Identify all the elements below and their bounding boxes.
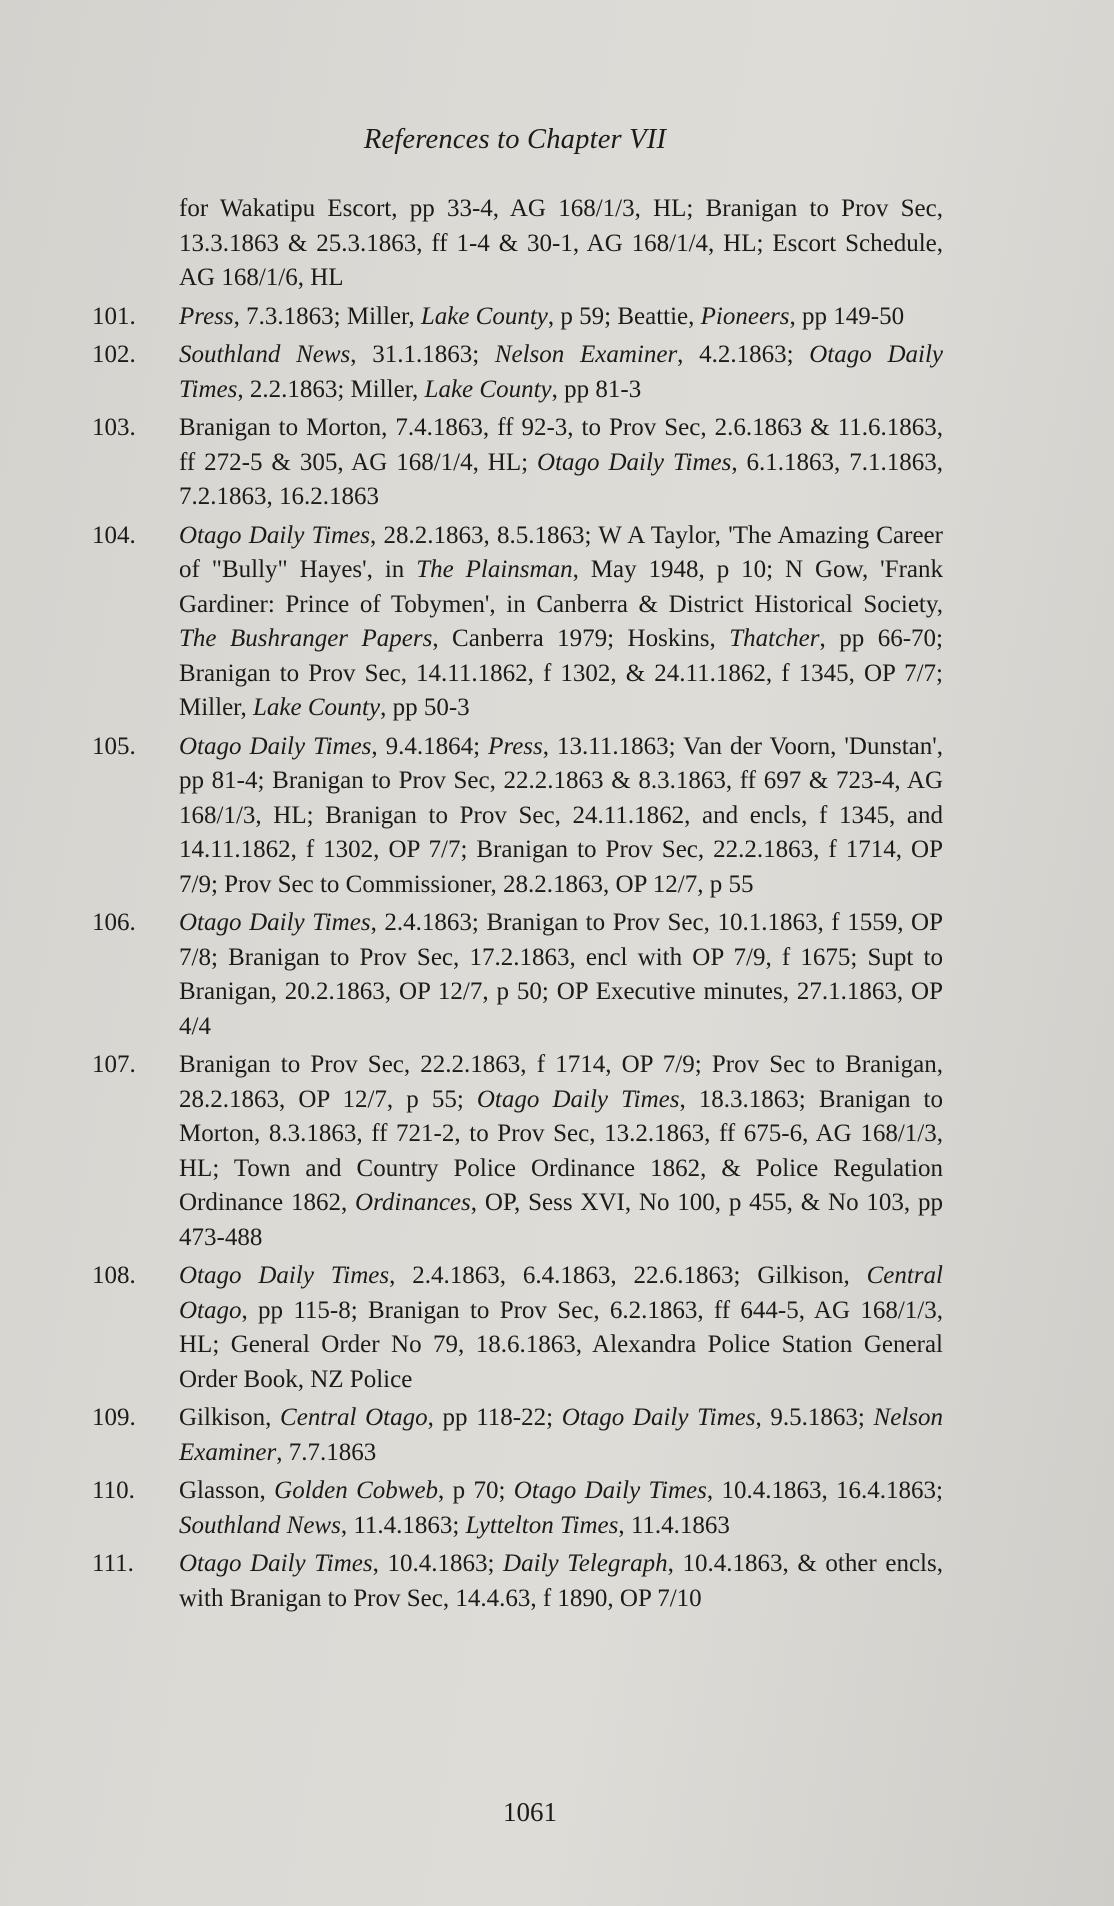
reference-text: Gilkison, Central Otago, pp 118-22; Otago Daily Times, 9.5.1863; Nelson Examiner, 7.7.1863 [179, 1404, 943, 1466]
reference-number: 101. [92, 302, 136, 330]
reference-entry [0, 411, 943, 515]
reference-text: Southland News, 31.1.1863; Nelson Examiner, 4.2.1863; Otago Daily Times, 2.2.1863; Miller, Lake County, pp 81-3 [179, 341, 943, 403]
reference-text: Otago Daily Times, 9.4.1864; Press, 13.11.1863; Van der Voorn, 'Dunstan', pp 81-4; Branigan to Prov Sec, 22.2.1863 & 8.3.1863, ff 697 & 723-4, AG 168/1/3, HL; Branigan to Prov Sec, 24.11.1862, and encls, f 1345, and 14.11.1862, f 1302, OP 7/7; Branigan to Prov Sec, 22.2.1863, f 1714, OP 7/9; Prov Sec to Commissioner, 28.2.1863, OP 12/7, p 55 [179, 732, 943, 898]
publication-title: Otago Daily Times [179, 1550, 373, 1577]
reference-text: for Wakatipu Escort, pp 33-4, AG 168/1/3, HL; Branigan to Prov Sec, 13.3.1863 & 25.3.1863, ff 1-4 & 30-1, AG 168/1/4, HL; Escort Schedule, AG 168/1/6, HL [179, 195, 943, 291]
publication-title: Southland News [179, 1511, 341, 1539]
reference-text: Otago Daily Times, 28.2.1863, 8.5.1863; W A Taylor, 'The Amazing Career of "Bully" Hayes', in The Plainsman, May 1948, p 10; N Gow, 'Frank Gardiner: Prince of Tobymen', in Canberra & District Historical Society, The Bushranger Papers, Canberra 1979; Hoskins, Thatcher, pp 66-70; Branigan to Prov Sec, 14.11.1862, f 1302, & 24.11.1862, f 1345, OP 7/7; Miller, Lake County, pp 50-3 [179, 521, 944, 721]
reference-number: 104. [92, 521, 136, 549]
publication-title: Ordinances [355, 1189, 471, 1216]
publication-title: Lyttelton Times [465, 1511, 619, 1539]
publication-title: Press [179, 302, 234, 330]
reference-number: 110. [92, 1477, 135, 1504]
publication-title: Otago Daily Times [561, 1404, 756, 1431]
publication-title: Golden Cobweb [274, 1477, 439, 1504]
reference-entry [0, 906, 943, 1044]
reference-entry [0, 1547, 943, 1616]
publication-title: The Plainsman [416, 556, 573, 583]
reference-entry [0, 1048, 943, 1255]
reference-list [0, 192, 1114, 1620]
reference-number: 102. [92, 341, 136, 368]
publication-title: Lake County [253, 694, 381, 721]
reference-text: Glasson, Golden Cobweb, p 70; Otago Daily Times, 10.4.1863, 16.4.1863; Southland News, 11.4.1863; Lyttelton Times, 11.4.1863 [179, 1477, 943, 1539]
publication-title: Otago Daily Times [476, 1085, 680, 1113]
reference-entry [0, 192, 943, 296]
publication-title: Lake County [420, 302, 548, 330]
publication-title: Lake County [424, 375, 552, 403]
reference-number: 105. [92, 732, 136, 760]
reference-number: 103. [92, 414, 136, 441]
publication-title: Central Otago [179, 1262, 943, 1324]
reference-entry [0, 1474, 943, 1543]
publication-title: Otago Daily Times [179, 1262, 390, 1289]
page-number: 1061 [503, 1797, 557, 1827]
publication-title: Otago Daily Times [513, 1477, 707, 1504]
reference-text: Press, 7.3.1863; Miller, Lake County, p 59; Beattie, Pioneers, pp 149-50 [179, 302, 905, 330]
reference-text: Otago Daily Times, 2.4.1863, 6.4.1863, 22.6.1863; Gilkison, Central Otago, pp 115-8; Branigan to Prov Sec, 6.2.1863, ff 644-5, AG 168/1/3, HL; General Order No 79, 18.6.1863, Alexandra Police Station General Order Book, NZ Police [179, 1262, 943, 1393]
publication-title: Southland News [179, 341, 351, 368]
reference-number: 111. [92, 1550, 134, 1577]
reference-text: Otago Daily Times, 10.4.1863; Daily Telegraph, 10.4.1863, & other encls, with Branigan to Prov Sec, 14.4.63, f 1890, OP 7/10 [179, 1550, 943, 1612]
publication-title: Nelson Examiner [179, 1404, 943, 1466]
reference-number: 106. [92, 909, 136, 936]
reference-number: 109. [92, 1404, 136, 1431]
reference-text: Branigan to Morton, 7.4.1863, ff 92-3, to Prov Sec, 2.6.1863 & 11.6.1863, ff 272-5 & 305, AG 168/1/4, HL; Otago Daily Times, 6.1.1863, 7.1.1863, 7.2.1863, 16.2.1863 [179, 414, 943, 510]
running-title: References to Chapter VII [363, 124, 667, 155]
reference-entry [0, 338, 943, 407]
reference-entry [0, 730, 943, 903]
publication-title: The Bushranger Papers [179, 625, 433, 652]
publication-title: Otago Daily Times [179, 341, 943, 403]
reference-entry [0, 1401, 943, 1470]
publication-title: Press [488, 732, 543, 760]
publication-title: Otago Daily Times [179, 521, 370, 549]
reference-number: 107. [92, 1051, 136, 1078]
reference-number: 108. [92, 1262, 136, 1289]
reference-entry [0, 300, 943, 335]
publication-title: Otago Daily Times [537, 448, 732, 476]
publication-title: Daily Telegraph [503, 1550, 668, 1577]
reference-text: Otago Daily Times, 2.4.1863; Branigan to Prov Sec, 10.1.1863, f 1559, OP 7/8; Branigan to Prov Sec, 17.2.1863, encl with OP 7/9, f 1675; Supt to Branigan, 20.2.1863, OP 12/7, p 50; OP Executive minutes, 27.1.1863, OP 4/4 [179, 909, 943, 1040]
reference-entry [0, 1259, 943, 1397]
publication-title: Thatcher [729, 625, 820, 652]
publication-title: Pioneers [700, 302, 790, 330]
reference-entry [0, 519, 943, 726]
publication-title: Nelson Examiner [494, 341, 678, 368]
publication-title: Otago Daily Times [179, 909, 371, 936]
publication-title: Otago Daily Times [179, 732, 372, 760]
publication-title: Central Otago [280, 1404, 428, 1431]
reference-text: Branigan to Prov Sec, 22.2.1863, f 1714, OP 7/9; Prov Sec to Branigan, 28.2.1863, OP 12/7, p 55; Otago Daily Times, 18.3.1863; Branigan to Morton, 8.3.1863, ff 721-2, to Prov Sec, 13.2.1863, ff 675-6, AG 168/1/3, HL; Town and Country Police Ordinance 1862, & Police Regulation Ordinance 1862, Ordinances, OP, Sess XVI, No 100, p 455, & No 103, pp 473-488 [179, 1051, 944, 1251]
